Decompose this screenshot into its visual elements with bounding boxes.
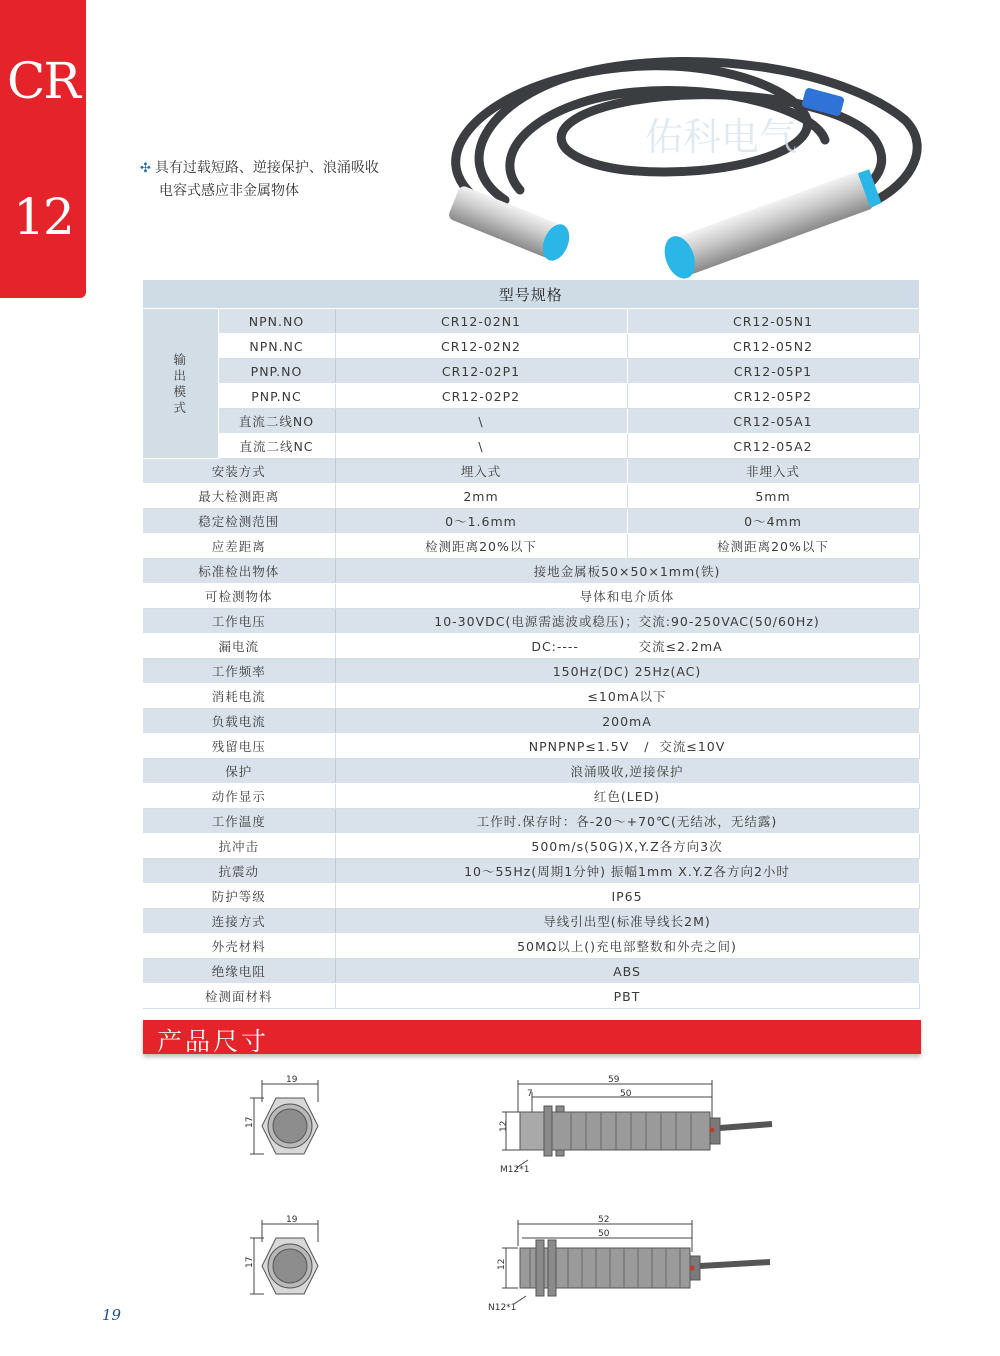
side-tab-series: CR [7,52,79,110]
front-view-drawing-1 [236,1072,346,1162]
spec-table [143,280,920,1009]
spec-value: IP65 [335,884,919,909]
spec-label: 负载电流 [143,709,335,734]
spec-value-a: 埋入式 [335,459,627,484]
spec-label: 抗震动 [143,859,335,884]
dimensions-banner [143,1020,921,1054]
dimensions-title: 产品尺寸 [157,1027,270,1056]
spec-value: 工作时.保存时：各-20～+70℃(无结冰，无结露) [335,809,919,834]
spec-label: 抗冲击 [143,834,335,859]
spec-label: 工作频率 [143,659,335,684]
spec-label: 连接方式 [143,909,335,934]
watermark: 佑科电气 [645,115,798,159]
spec-value: NPNPNP≤1.5V / 交流≤10V [335,734,919,759]
spec-value: 50MΩ以上()充电部整数和外壳之间) [335,934,919,959]
spec-value: PBT [335,984,919,1009]
output-mode: PNP.NC [218,384,335,409]
spec-value: 导体和电介质体 [335,584,919,609]
feature-list [140,157,379,202]
model-b: CR12-05N2 [627,334,919,359]
model-a: CR12-02P2 [335,384,627,409]
thread-label: N12*1 [488,1303,517,1313]
output-mode: PNP.NO [218,359,335,384]
model-a: \ [335,409,627,434]
spec-value: ABS [335,959,919,984]
model-a: CR12-02N1 [335,309,627,334]
spec-value: 10-30VDC(电源需滤波或稳压)；交流:90-250VAC(50/60Hz) [335,609,919,634]
dim-diameter: 12 [497,1258,507,1270]
front-view-drawing-2 [236,1212,346,1302]
spec-value: 10～55Hz(周期1分钟) 振幅1mm X.Y.Z各方向2小时 [335,859,919,884]
output-mode: NPN.NO [218,309,335,334]
spec-value: 150Hz(DC) 25Hz(AC) [335,659,919,684]
spec-label: 稳定检测范围 [143,509,335,534]
spec-label: 绝缘电阻 [143,959,335,984]
model-b: CR12-05A2 [627,434,919,459]
spec-label: 工作温度 [143,809,335,834]
output-mode: 直流二线NC [218,434,335,459]
page-number: 19 [102,1306,122,1324]
model-a: CR12-02N2 [335,334,627,359]
dim-face: 7 [527,1089,533,1099]
spec-label: 应差距离 [143,534,335,559]
output-mode-label: 输出模式 [143,309,218,459]
spec-value-a: 检测距离20%以下 [335,534,627,559]
feature-line-1: ✣ 具有过载短路、逆接保护、浪涌吸收 [140,160,379,176]
dim-total: 52 [598,1215,610,1225]
spec-label: 检测面材料 [143,984,335,1009]
product-photo [425,40,945,280]
side-view-drawing-1 [496,1072,786,1182]
dim-height: 17 [245,1256,255,1268]
dim-thread: 50 [620,1089,632,1099]
dim-height: 17 [245,1116,255,1128]
model-a: \ [335,434,627,459]
model-a: CR12-02P1 [335,359,627,384]
spec-label: 外壳材料 [143,934,335,959]
spec-label: 可检测物体 [143,584,335,609]
spec-label: 安装方式 [143,459,335,484]
spec-value-b: 检测距离20%以下 [627,534,919,559]
model-b: CR12-05N1 [627,309,919,334]
spec-value: 接地金属板50×50×1mm(铁) [335,559,919,584]
spec-value: 导线引出型(标准导线长2M) [335,909,919,934]
spec-value: 500m/s(50G)X,Y.Z各方向3次 [335,834,919,859]
dim-width: 19 [286,1215,298,1225]
spec-value-b: 0～4mm [627,509,919,534]
dim-thread: 50 [598,1229,610,1239]
spec-label: 工作电压 [143,609,335,634]
side-tab-size: 12 [13,188,73,246]
spec-value: ≤10mA以下 [335,684,919,709]
side-tab [0,0,86,298]
output-mode: NPN.NC [218,334,335,359]
spec-label: 残留电压 [143,734,335,759]
spec-label: 标准检出物体 [143,559,335,584]
spec-label: 保护 [143,759,335,784]
spec-label: 防护等级 [143,884,335,909]
sparkle-icon: ✣ [140,161,151,176]
spec-value-a: 0～1.6mm [335,509,627,534]
side-view-drawing-2 [484,1212,784,1322]
spec-value-a: 2mm [335,484,627,509]
spec-label: 最大检测距离 [143,484,335,509]
feature-line-2: 电容式感应非金属物体 [159,183,299,199]
model-b: CR12-05P2 [627,384,919,409]
dim-width: 19 [286,1075,298,1085]
spec-value-b: 非埋入式 [627,459,919,484]
spec-label: 动作显示 [143,784,335,809]
spec-table-title: 型号规格 [143,280,919,309]
model-b: CR12-05A1 [627,409,919,434]
spec-value: DC:---- 交流≤2.2mA [335,634,919,659]
spec-value: 200mA [335,709,919,734]
spec-label: 漏电流 [143,634,335,659]
model-b: CR12-05P1 [627,359,919,384]
dim-diameter: 12 [499,1120,509,1132]
spec-label: 消耗电流 [143,684,335,709]
thread-label: M12*1 [500,1165,530,1175]
dim-total: 59 [608,1075,620,1085]
spec-value: 红色(LED) [335,784,919,809]
spec-value: 浪涌吸收,逆接保护 [335,759,919,784]
spec-value-b: 5mm [627,484,919,509]
output-mode: 直流二线NO [218,409,335,434]
